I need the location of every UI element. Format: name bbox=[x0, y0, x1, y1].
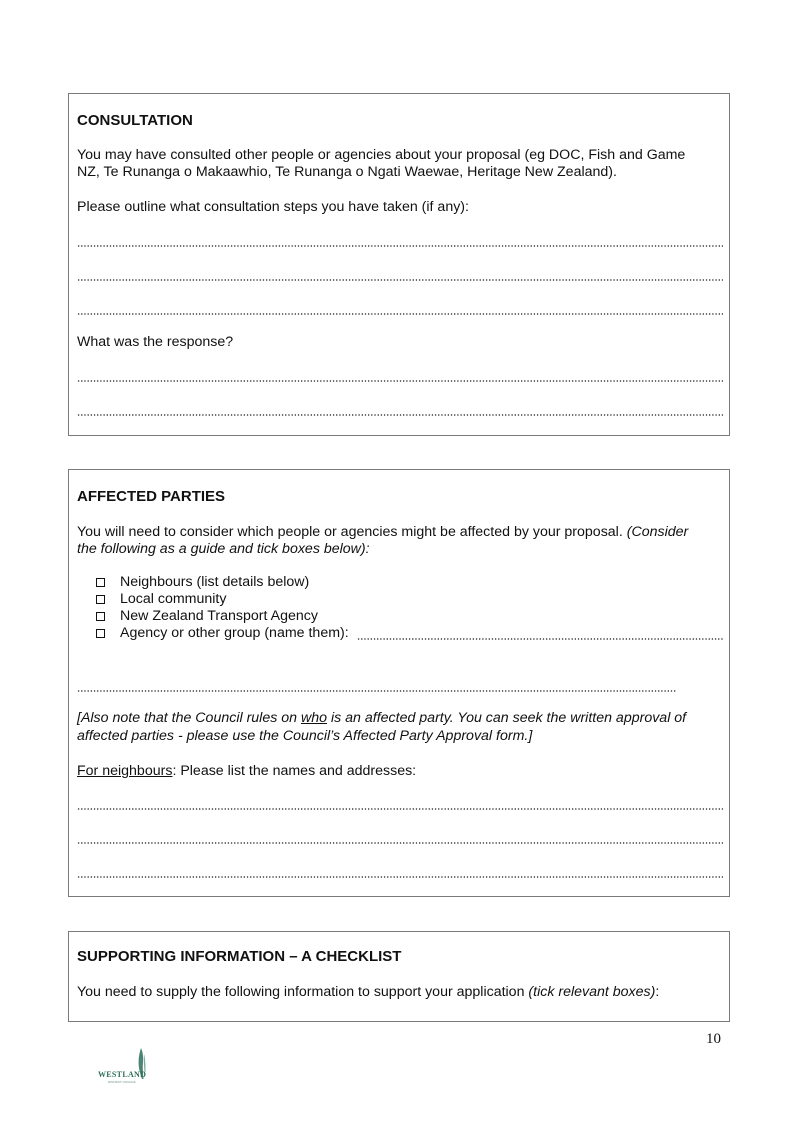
note-part2: is an affected party. You can seek the written approval of bbox=[327, 710, 687, 726]
affected-parties-note-line1 bbox=[77, 710, 721, 728]
supporting-info-section bbox=[68, 931, 730, 1022]
consultation-intro-line2: NZ, Te Runanga o Makaawhio, Te Runanga o Ngati Waewae, Heritage New Zealand). bbox=[77, 164, 617, 180]
supporting-info-intro-italic: (tick relevant boxes) bbox=[528, 984, 656, 1000]
page-number: 10 bbox=[706, 1031, 721, 1047]
affected-parties-section bbox=[68, 469, 730, 897]
checkbox-label-neighbours: Neighbours (list details below) bbox=[120, 574, 310, 590]
svg-text:DISTRICT COUNCIL: DISTRICT COUNCIL bbox=[108, 1080, 137, 1084]
checkbox-nzta[interactable] bbox=[96, 612, 105, 621]
consultation-response-line-1[interactable] bbox=[77, 380, 723, 382]
agency-continuation-line[interactable] bbox=[77, 690, 677, 692]
consultation-steps-prompt: Please outline what consultation steps you have taken (if any): bbox=[77, 199, 469, 215]
checkbox-row-nzta[interactable] bbox=[96, 608, 318, 625]
consultation-intro-line1: You may have consulted other people or agencies about your proposal (eg DOC, Fish and Game bbox=[77, 147, 686, 163]
neighbour-line-1[interactable] bbox=[77, 808, 723, 810]
affected-parties-intro-italic: (Consider bbox=[626, 524, 689, 540]
agency-name-line[interactable] bbox=[357, 638, 723, 640]
note-part1: [Also note that the Council rules on bbox=[77, 710, 301, 726]
checkbox-label-agency-other: Agency or other group (name them): bbox=[120, 625, 349, 641]
supporting-info-heading: SUPPORTING INFORMATION – A CHECKLIST bbox=[77, 948, 402, 965]
checkbox-agency-other[interactable] bbox=[96, 629, 105, 638]
affected-parties-note-line2: affected parties - please use the Council’s Affected Party Approval form.] bbox=[77, 728, 533, 744]
consultation-response-prompt: What was the response? bbox=[77, 334, 234, 350]
checkbox-row-neighbours[interactable] bbox=[96, 574, 309, 591]
supporting-info-intro-plain: You need to supply the following information to support your application bbox=[77, 984, 529, 1000]
checkbox-neighbours[interactable] bbox=[96, 578, 105, 587]
checkbox-row-agency-other[interactable] bbox=[96, 625, 349, 642]
neighbours-label-rest: : Please list the names and addresses: bbox=[172, 763, 417, 779]
checkbox-label-local-community: Local community bbox=[120, 591, 227, 607]
affected-parties-intro-line1 bbox=[77, 524, 721, 542]
affected-parties-heading: AFFECTED PARTIES bbox=[77, 488, 226, 505]
note-who: who bbox=[300, 710, 328, 726]
neighbours-prompt bbox=[77, 763, 721, 781]
consultation-steps-line-1[interactable] bbox=[77, 245, 723, 247]
checkbox-label-nzta: New Zealand Transport Agency bbox=[120, 608, 318, 624]
consultation-steps-line-3[interactable] bbox=[77, 313, 723, 315]
affected-parties-intro-plain: You will need to consider which people or agencies might be affected by your proposal. bbox=[77, 524, 627, 540]
neighbours-label-underlined: For neighbours bbox=[77, 763, 173, 779]
affected-parties-intro-line2: the following as a guide and tick boxes below): bbox=[77, 541, 370, 557]
supporting-info-intro-end: : bbox=[655, 984, 660, 1000]
checkbox-row-local-community[interactable] bbox=[96, 591, 226, 608]
svg-text:WESTLAND: WESTLAND bbox=[98, 1070, 147, 1079]
checkbox-local-community[interactable] bbox=[96, 595, 105, 604]
neighbour-line-3[interactable] bbox=[77, 876, 723, 878]
consultation-response-line-2[interactable] bbox=[77, 414, 723, 416]
consultation-steps-line-2[interactable] bbox=[77, 279, 723, 281]
consultation-section bbox=[68, 93, 730, 436]
westland-flax-icon bbox=[98, 1046, 158, 1086]
westland-logo bbox=[98, 1046, 158, 1086]
neighbour-line-2[interactable] bbox=[77, 842, 723, 844]
consultation-heading: CONSULTATION bbox=[77, 112, 193, 129]
supporting-info-intro bbox=[77, 984, 721, 1002]
